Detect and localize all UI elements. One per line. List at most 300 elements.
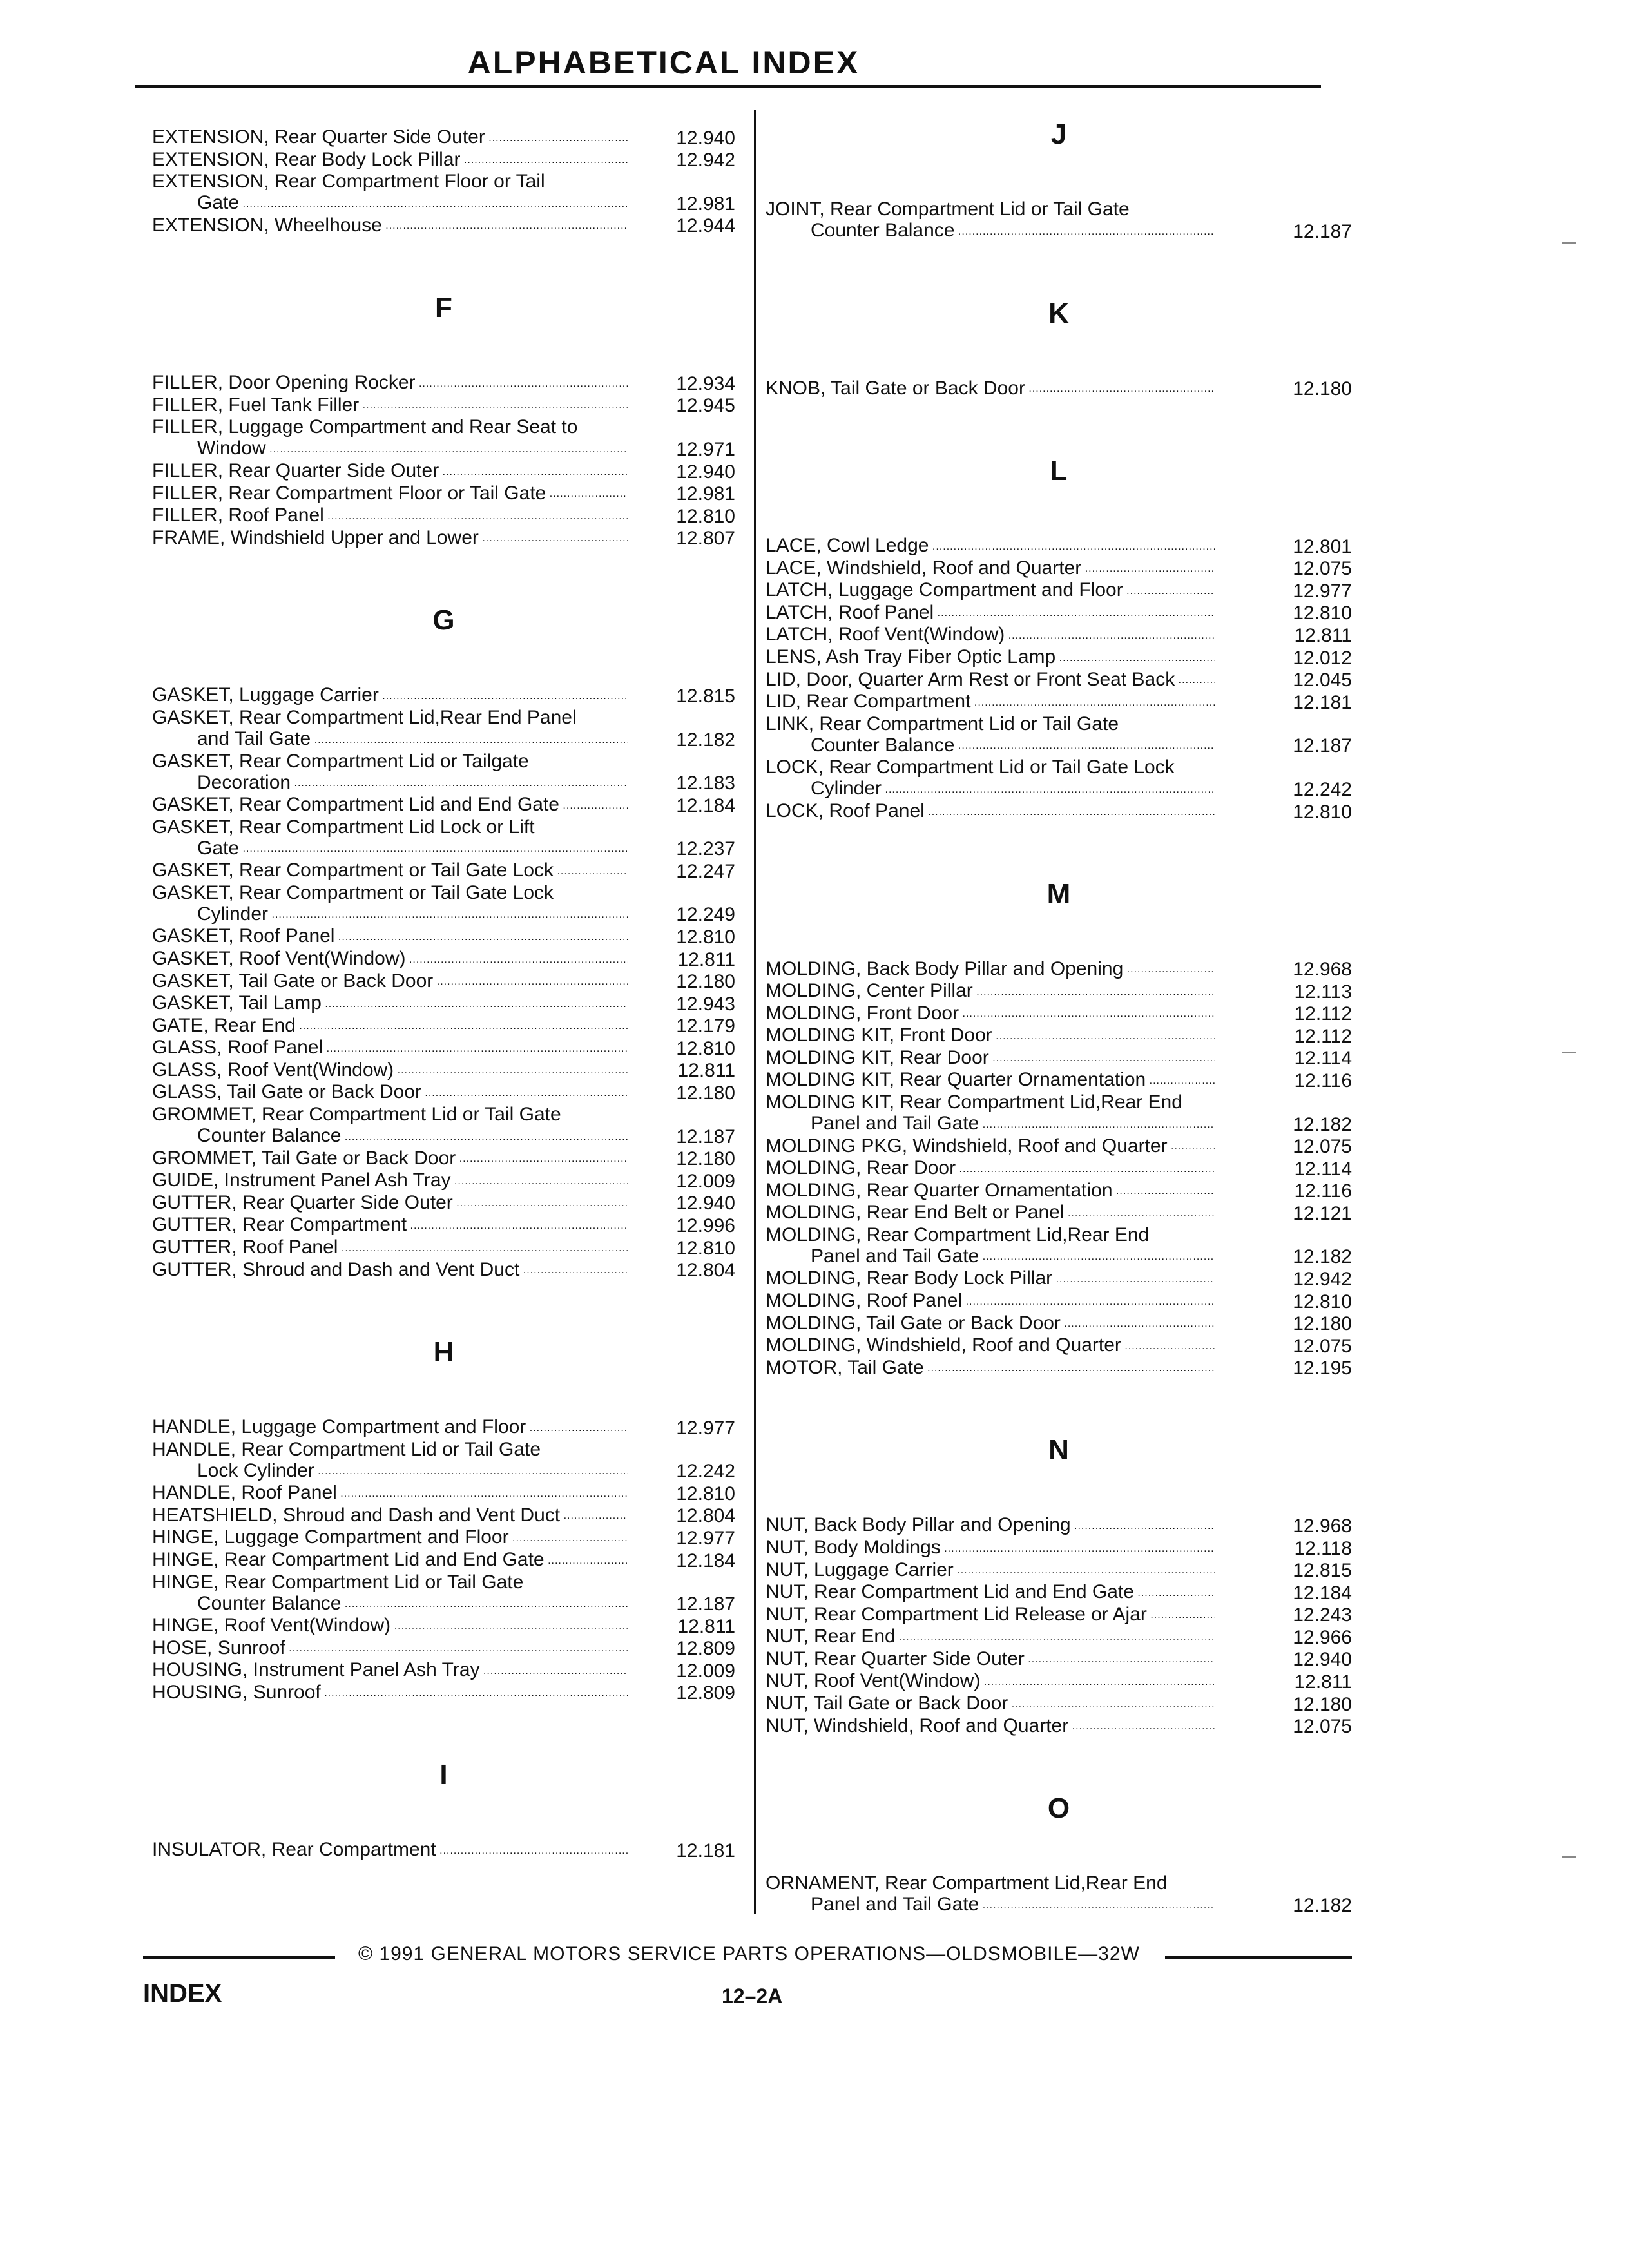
entry-page-number: 12.180 [1293,1693,1352,1715]
entry-page-number: 12.971 [676,439,735,461]
entry-line: GASKET, Rear Compartment Lid and End Gate ..... [152,794,628,816]
entry-line: KNOB, Tail Gate or Back Door ..... [766,378,1215,400]
entry-page-number: 12.996 [676,1215,735,1236]
title-rule [135,85,1321,88]
entry-page-number: 12.180 [1293,378,1352,400]
entry-page-number: 12.977 [676,1417,735,1439]
index-entry [152,1037,735,1059]
index-entry [766,1648,1352,1671]
entry-page-number: 12.182 [1293,1894,1352,1916]
entry-page-number: 12.801 [1293,535,1352,557]
entry-text [766,1024,1215,1047]
entry-text [766,602,1215,624]
index-entry [152,149,735,171]
index-entry [152,1059,735,1082]
entry-line: Counter Balance ..... [766,735,1215,757]
index-entry [766,198,1352,242]
entry-page-number: 12.075 [1293,1716,1352,1738]
entry-line: Panel and Tail Gate ..... [766,1894,1215,1916]
section-letter: L [1050,455,1068,487]
entry-line: EXTENSION, Wheelhouse ..... [152,215,628,237]
entry-line: LOCK, Rear Compartment Lid or Tail Gate Lock [766,756,1175,778]
index-entry [766,958,1352,981]
entry-page-number: 12.811 [1294,625,1352,647]
entry-text [152,171,628,215]
entry-text [766,1047,1215,1070]
index-entry [152,1571,735,1615]
index-entry [766,756,1352,800]
entry-line: JOINT, Rear Compartment Lid or Tail Gate [766,198,1130,220]
entry-page-number: 12.181 [1293,691,1352,713]
entry-text [152,1169,628,1192]
index-entry [766,1047,1352,1070]
entry-line: GASKET, Tail Lamp ..... [152,992,628,1015]
index-entry [766,579,1352,602]
entry-text [152,1549,628,1571]
entry-page-number: 12.075 [1293,1136,1352,1158]
entry-text [766,557,1215,580]
entry-text [152,215,628,237]
entry-line: NUT, Luggage Carrier ..... [766,1559,1215,1582]
index-entry [766,980,1352,1003]
section-letter: G [432,604,455,637]
entry-page-number: 12.809 [676,1638,735,1660]
entry-text [766,1135,1215,1158]
footer-copyright: © 1991 GENERAL MOTORS SERVICE PARTS OPERATIONS—OLDSMOBILE—32W [358,1943,1140,1965]
entry-text [152,1015,628,1037]
entry-text [152,416,628,460]
entry-page-number: 12.940 [676,461,735,483]
entry-text [766,1267,1215,1290]
entry-text [766,1514,1215,1537]
entry-text [766,1537,1215,1559]
index-entry [152,1236,735,1259]
entry-text [152,1682,628,1704]
entry-line: GASKET, Roof Vent(Window) ..... [152,948,628,970]
entry-text [152,860,628,882]
entry-line: GROMMET, Rear Compartment Lid or Tail Gate [152,1104,561,1126]
entry-line: MOLDING, Rear Body Lock Pillar ..... [766,1267,1215,1290]
entry-text [766,1091,1215,1135]
entry-page-number: 12.195 [1293,1358,1352,1379]
index-entry [766,669,1352,691]
entry-page-number: 12.121 [1293,1202,1352,1224]
index-entry [152,1148,735,1170]
entry-line: HINGE, Rear Compartment Lid and End Gate ..... [152,1549,628,1571]
index-entry [766,1024,1352,1047]
entry-text [152,1214,628,1236]
entry-line: MOLDING PKG, Windshield, Roof and Quarter ..... [766,1135,1215,1158]
index-section [766,1429,1352,1737]
index-entry [152,460,735,483]
right-column [766,113,1352,1966]
index-entry [766,713,1352,757]
index-section [766,113,1352,242]
entry-text [152,707,628,751]
index-entry [152,794,735,816]
section-letter: F [435,292,452,324]
entry-text [152,1637,628,1660]
entry-page-number: 12.811 [677,948,735,970]
entry-line: GUIDE, Instrument Panel Ash Tray ..... [152,1169,628,1192]
entry-page-number: 12.242 [1293,778,1352,800]
entry-page-number: 12.182 [1293,1246,1352,1268]
entry-line: NUT, Windshield, Roof and Quarter ..... [766,1715,1215,1738]
entry-text [766,378,1215,400]
entry-page-number: 12.182 [1293,1113,1352,1135]
entry-line: GATE, Rear End ..... [152,1015,628,1037]
footer-rule-left [143,1956,335,1959]
index-entry [152,1081,735,1104]
entry-line: Window ..... [152,437,628,460]
index-entry [152,1682,735,1704]
index-section [152,599,735,1281]
entry-page-number: 12.940 [1293,1649,1352,1671]
index-entry [152,1482,735,1504]
entry-line: MOLDING KIT, Rear Compartment Lid,Rear End [766,1091,1182,1113]
entry-line: GUTTER, Roof Panel ..... [152,1236,628,1259]
left-column [152,126,735,1912]
entry-line: FILLER, Rear Compartment Floor or Tail Gate ..... [152,483,628,505]
entry-text [152,1526,628,1549]
entry-page-number: 12.247 [676,860,735,882]
entry-line: LENS, Ash Tray Fiber Optic Lamp ..... [766,646,1215,669]
index-entry [766,1559,1352,1582]
entry-page-number: 12.810 [1293,1291,1352,1312]
entry-page-number: 12.815 [1293,1560,1352,1582]
index-entry [766,1693,1352,1715]
entry-text [152,992,628,1015]
index-entry [766,535,1352,557]
entry-line: MOLDING, Center Pillar ..... [766,980,1215,1003]
entry-text [766,198,1215,242]
index-entry [152,1214,735,1236]
entry-page-number: 12.243 [1293,1604,1352,1626]
entry-text [766,1693,1215,1715]
section-letter: N [1048,1434,1069,1466]
margin-mark [1562,1856,1576,1858]
index-entry [152,1549,735,1571]
entry-line: NUT, Rear Compartment Lid and End Gate ..... [766,1581,1215,1604]
entry-text [152,1081,628,1104]
entry-page-number: 12.977 [676,1527,735,1549]
index-entry [766,1157,1352,1180]
index-entry [152,707,735,751]
entry-line: GLASS, Roof Vent(Window) ..... [152,1059,628,1082]
entry-line: GASKET, Rear Compartment or Tail Gate Lock ..... [152,860,628,882]
entry-text [152,149,628,171]
entry-line: GASKET, Rear Compartment Lid Lock or Lift [152,816,535,838]
index-entry [766,1334,1352,1357]
entry-line: GASKET, Tail Gate or Back Door ..... [152,970,628,993]
index-entry [152,527,735,550]
entry-text [152,816,628,860]
index-entry [766,800,1352,823]
entry-page-number: 12.981 [676,483,735,505]
index-entry [152,816,735,860]
index-section [152,287,735,549]
entry-page-number: 12.968 [1293,1515,1352,1537]
entry-text [766,535,1215,557]
entry-text [152,1259,628,1282]
entry-text [152,1482,628,1504]
entry-line: HOUSING, Instrument Panel Ash Tray ..... [152,1659,628,1682]
entry-page-number: 12.075 [1293,558,1352,580]
entry-page-number: 12.184 [676,1550,735,1571]
entry-text [766,1715,1215,1738]
entry-text [766,1224,1215,1268]
entry-line: NUT, Tail Gate or Back Door ..... [766,1693,1215,1715]
entry-page-number: 12.811 [1294,1671,1352,1693]
entry-text [152,1104,628,1148]
index-entry [766,1715,1352,1738]
entry-page-number: 12.118 [1294,1537,1352,1559]
index-entry [152,970,735,993]
entry-text [766,579,1215,602]
entry-line: GASKET, Rear Compartment Lid or Tailgate [152,750,529,772]
section-letter: I [439,1759,448,1791]
entry-text [152,925,628,948]
index-entry [766,1604,1352,1626]
index-entry [152,394,735,417]
index-entry [152,1259,735,1282]
entry-page-number: 12.804 [676,1260,735,1282]
entry-page-number: 12.942 [1293,1269,1352,1291]
entry-page-number: 12.977 [1293,580,1352,602]
index-entry [766,1180,1352,1202]
entry-line: MOLDING, Rear End Belt or Panel ..... [766,1202,1215,1224]
section-letter: O [1047,1792,1070,1825]
entry-page-number: 12.184 [676,794,735,816]
entry-text [152,460,628,483]
entry-text [766,958,1215,981]
index-section [766,293,1352,400]
entry-line: ORNAMENT, Rear Compartment Lid,Rear End [766,1872,1168,1894]
entry-text [766,1604,1215,1626]
index-section [766,1787,1352,1916]
entry-text [152,1148,628,1170]
entry-line: MOLDING KIT, Rear Door ..... [766,1047,1215,1070]
index-entry [766,1290,1352,1312]
entry-page-number: 12.075 [1293,1335,1352,1357]
entry-line: LOCK, Roof Panel ..... [766,800,1215,823]
entry-line: LATCH, Roof Vent(Window) ..... [766,624,1215,646]
entry-text [766,1559,1215,1582]
index-entry [766,624,1352,646]
entry-page-number: 12.180 [1293,1313,1352,1335]
entry-text [152,505,628,527]
entry-text [152,394,628,417]
index-entry [152,925,735,948]
entry-text [766,1069,1215,1091]
entry-page-number: 12.810 [676,1037,735,1059]
entry-text [766,1180,1215,1202]
entry-line: Gate ..... [152,838,628,860]
entry-text [766,624,1215,646]
entry-text [766,1670,1215,1693]
index-entry [152,1192,735,1215]
index-entry [152,992,735,1015]
index-entry [152,215,735,237]
entry-page-number: 12.187 [676,1126,735,1148]
entry-page-number: 12.012 [1293,647,1352,669]
entry-line: HINGE, Luggage Compartment and Floor ..... [152,1526,628,1549]
index-entry [766,602,1352,624]
index-entry [152,1659,735,1682]
entry-line: HINGE, Rear Compartment Lid or Tail Gate [152,1571,524,1593]
entry-text [766,1872,1215,1916]
entry-line: GASKET, Luggage Carrier ..... [152,684,628,707]
entry-line: LATCH, Roof Panel ..... [766,602,1215,624]
index-entry [152,416,735,460]
index-entry [152,1416,735,1439]
entry-line: LID, Rear Compartment ..... [766,691,1215,713]
entry-text [152,1615,628,1637]
entry-text [766,1312,1215,1335]
entry-line: GUTTER, Rear Quarter Side Outer ..... [152,1192,628,1215]
entry-line: MOLDING, Back Body Pillar and Opening ..... [766,958,1215,981]
entry-line: MOLDING, Windshield, Roof and Quarter ..... [766,1334,1215,1357]
index-entry [152,505,735,527]
entry-text [152,1037,628,1059]
entry-page-number: 12.981 [676,193,735,215]
entry-line: GLASS, Tail Gate or Back Door ..... [152,1081,628,1104]
entry-text [766,1357,1215,1379]
index-entry [152,882,735,926]
entry-page-number: 12.945 [676,395,735,417]
entry-page-number: 12.184 [1293,1582,1352,1604]
index-entry [766,1202,1352,1224]
entry-page-number: 12.187 [1293,220,1352,242]
entry-page-number: 12.807 [676,528,735,550]
index-entry [152,1526,735,1549]
entry-page-number: 12.809 [676,1682,735,1704]
index-entry [766,1267,1352,1290]
entry-line: MOLDING, Front Door ..... [766,1003,1215,1025]
index-entry [152,1637,735,1660]
entry-text [766,1202,1215,1224]
entry-page-number: 12.180 [676,1148,735,1170]
section-letter: J [1050,119,1067,150]
page-title: ALPHABETICAL INDEX [467,44,860,81]
entry-text [152,527,628,550]
entry-line: GASKET, Roof Panel ..... [152,925,628,948]
entry-line: LACE, Cowl Ledge ..... [766,535,1215,557]
entry-page-number: 12.249 [676,904,735,926]
entry-page-number: 12.181 [676,1840,735,1862]
footer-section-label: INDEX [143,1979,222,2008]
entry-line: GUTTER, Shroud and Dash and Vent Duct ..... [152,1259,628,1282]
entry-page-number: 12.810 [676,1237,735,1259]
entry-page-number: 12.815 [676,685,735,707]
entry-page-number: 12.179 [676,1015,735,1037]
entry-text [766,1290,1215,1312]
entry-line: FILLER, Door Opening Rocker ..... [152,372,628,394]
entry-line: HINGE, Roof Vent(Window) ..... [152,1615,628,1637]
entry-line: GASKET, Rear Compartment Lid,Rear End Panel [152,706,577,728]
entry-page-number: 12.187 [1293,735,1352,757]
index-entry [766,1872,1352,1916]
section-letter: M [1046,878,1071,910]
index-entry [152,948,735,970]
entry-page-number: 12.968 [1293,959,1352,981]
footer-page-number: 12–2A [722,1984,783,2008]
entry-line: Counter Balance ..... [152,1125,628,1148]
entry-page-number: 12.944 [676,215,735,237]
entry-line: Panel and Tail Gate ..... [766,1113,1215,1135]
entry-line: INSULATOR, Rear Compartment ..... [152,1839,628,1861]
index-entry [766,691,1352,713]
entry-page-number: 12.114 [1294,1048,1352,1070]
entry-page-number: 12.940 [676,127,735,149]
index-section [766,873,1352,1379]
entry-line: HANDLE, Luggage Compartment and Floor ..... [152,1416,628,1439]
index-entry [766,1626,1352,1648]
index-section [152,126,735,236]
entry-text [152,483,628,505]
index-entry [766,1537,1352,1559]
index-section [152,1331,735,1704]
entry-text [152,1504,628,1527]
entry-page-number: 12.116 [1294,1070,1352,1091]
index-entry [152,1015,735,1037]
entry-text [152,1192,628,1215]
entry-text [152,882,628,926]
entry-page-number: 12.112 [1294,1025,1352,1047]
entry-page-number: 12.940 [676,1193,735,1215]
index-entry [766,1224,1352,1268]
entry-text [152,751,628,794]
entry-line: Counter Balance ..... [152,1593,628,1615]
entry-text [766,1581,1215,1604]
entry-line: NUT, Rear End ..... [766,1626,1215,1648]
entry-text [766,1157,1215,1180]
index-entry [152,372,735,394]
entry-page-number: 12.009 [676,1660,735,1682]
entry-page-number: 12.934 [676,372,735,394]
entry-line: MOLDING, Rear Door ..... [766,1157,1215,1180]
entry-page-number: 12.183 [676,773,735,794]
margin-mark [1562,1052,1576,1053]
index-section [152,1754,735,1861]
index-entry [766,1581,1352,1604]
entry-line: Decoration ..... [152,772,628,794]
entry-page-number: 12.237 [676,838,735,860]
entry-text [766,1648,1215,1671]
entry-line: LATCH, Luggage Compartment and Floor ..... [766,579,1215,602]
entry-line: HEATSHIELD, Shroud and Dash and Vent Duct ..... [152,1504,628,1527]
entry-text [766,800,1215,823]
index-entry [766,557,1352,580]
entry-text [152,970,628,993]
entry-line: Cylinder ..... [766,778,1215,800]
entry-line: GROMMET, Tail Gate or Back Door ..... [152,1148,628,1170]
index-entry [152,684,735,707]
index-entry [152,1169,735,1192]
entry-line: Cylinder ..... [152,903,628,926]
entry-line: HANDLE, Roof Panel ..... [152,1482,628,1504]
entry-line: FILLER, Roof Panel ..... [152,505,628,527]
entry-page-number: 12.810 [676,1483,735,1504]
entry-text [766,691,1215,713]
entry-line: MOLDING, Rear Compartment Lid,Rear End [766,1224,1150,1245]
entry-text [152,126,628,149]
entry-text [152,1439,628,1483]
entry-text [766,669,1215,691]
index-entry [152,1439,735,1483]
entry-line: EXTENSION, Rear Body Lock Pillar ..... [152,149,628,171]
entry-page-number: 12.045 [1293,669,1352,691]
